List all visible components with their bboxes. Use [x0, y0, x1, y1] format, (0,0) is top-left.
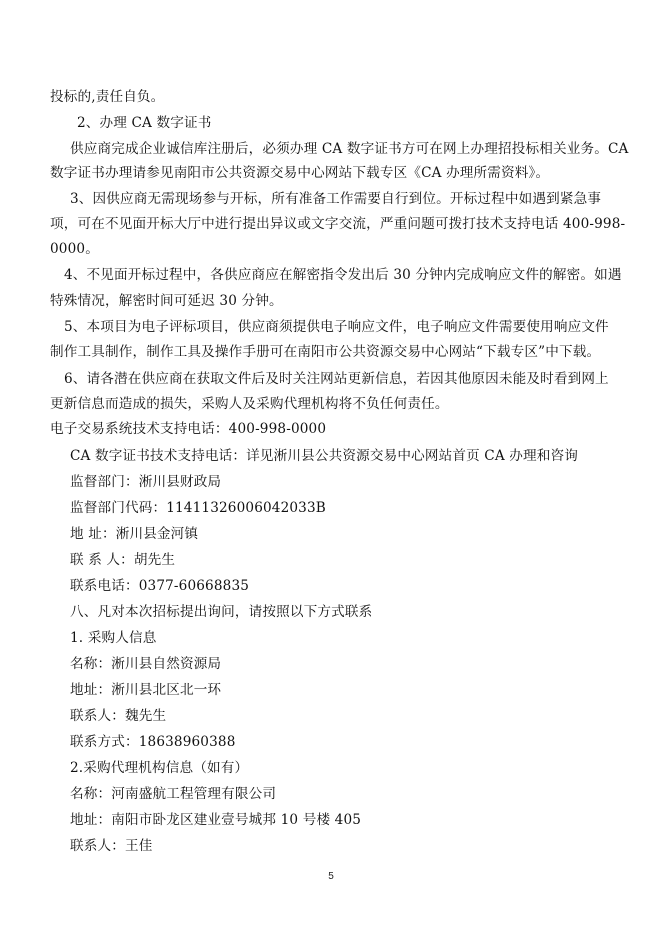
text-line: 0000。 [50, 241, 99, 257]
sub-heading: 2.采购代理机构信息（如有） [70, 760, 249, 776]
text-line: 制作工具制作，制作工具及操作手册可在南阳市公共资源交易中心网站“下载专区”中下载。 [50, 344, 601, 360]
text-line: 3、因供应商无需现场参与开标，所有准备工作需要自行到位。开标过程中如遇到紧急事 [70, 191, 602, 207]
text-line: 项，可在不见面开标大厅中进行提出异议或文字交流，严重问题可拨打技术支持电话 400-998- [50, 216, 626, 232]
text-line: 投标的,责任自负。 [50, 89, 165, 105]
text-line: 电子交易系统技术支持电话：400-998-0000 [50, 421, 327, 437]
text-line: 6、请各潜在供应商在获取文件后及时关注网站更新信息，若因其他原因未能及时看到网上 [64, 371, 609, 387]
text-line: 特殊情况，解密时间可延迟 30 分钟。 [50, 293, 283, 309]
text-line: 更新信息而造成的损失，采购人及采购代理机构将不负任何责任。 [50, 396, 449, 412]
text-line: 4、不见面开标过程中，各供应商应在解密指令发出后 30 分钟内完成响应文件的解密。如遇 [64, 267, 622, 283]
text-line: 联 系 人：胡先生 [70, 552, 176, 568]
text-line: 联系人：王佳 [70, 838, 153, 854]
text-line: 监督部门代码：11411326006042033B [70, 500, 326, 516]
text-line: CA 数字证书技术支持电话：详见淅川县公共资源交易中心网站首页 CA 办理和咨询 [70, 448, 578, 464]
text-line: 名称：河南盛航工程管理有限公司 [70, 786, 277, 802]
text-line: 供应商完成企业诚信库注册后，必须办理 CA 数字证书方可在网上办理招投标相关业务。CA [70, 141, 629, 157]
text-line: 监督部门：淅川县财政局 [70, 474, 222, 490]
text-line: 联系人：魏先生 [70, 708, 167, 724]
text-line: 数字证书办理请参见南阳市公共资源交易中心网站下载专区《CA 办理所需资料》。 [50, 165, 550, 181]
page-number: 5 [328, 871, 334, 882]
text-line: 5、本项目为电子评标项目，供应商须提供电子响应文件，电子响应文件需要使用响应文件 [64, 319, 609, 335]
text-line: 联系电话：0377-60668835 [70, 578, 250, 594]
text-line: 名称：淅川县自然资源局 [70, 656, 222, 672]
text-line: 地 址：淅川县金河镇 [70, 526, 199, 542]
text-line: 地址：南阳市卧龙区建业壹号城邦 10 号楼 405 [70, 812, 362, 828]
text-line: 地址：淅川县北区北一环 [70, 682, 222, 698]
text-line: 联系方式：18638960388 [70, 734, 236, 750]
sub-heading: 1. 采购人信息 [70, 630, 157, 646]
section-heading: 八、凡对本次招标提出询问，请按照以下方式联系 [70, 604, 373, 620]
section-heading: 2、办理 CA 数字证书 [77, 115, 212, 131]
